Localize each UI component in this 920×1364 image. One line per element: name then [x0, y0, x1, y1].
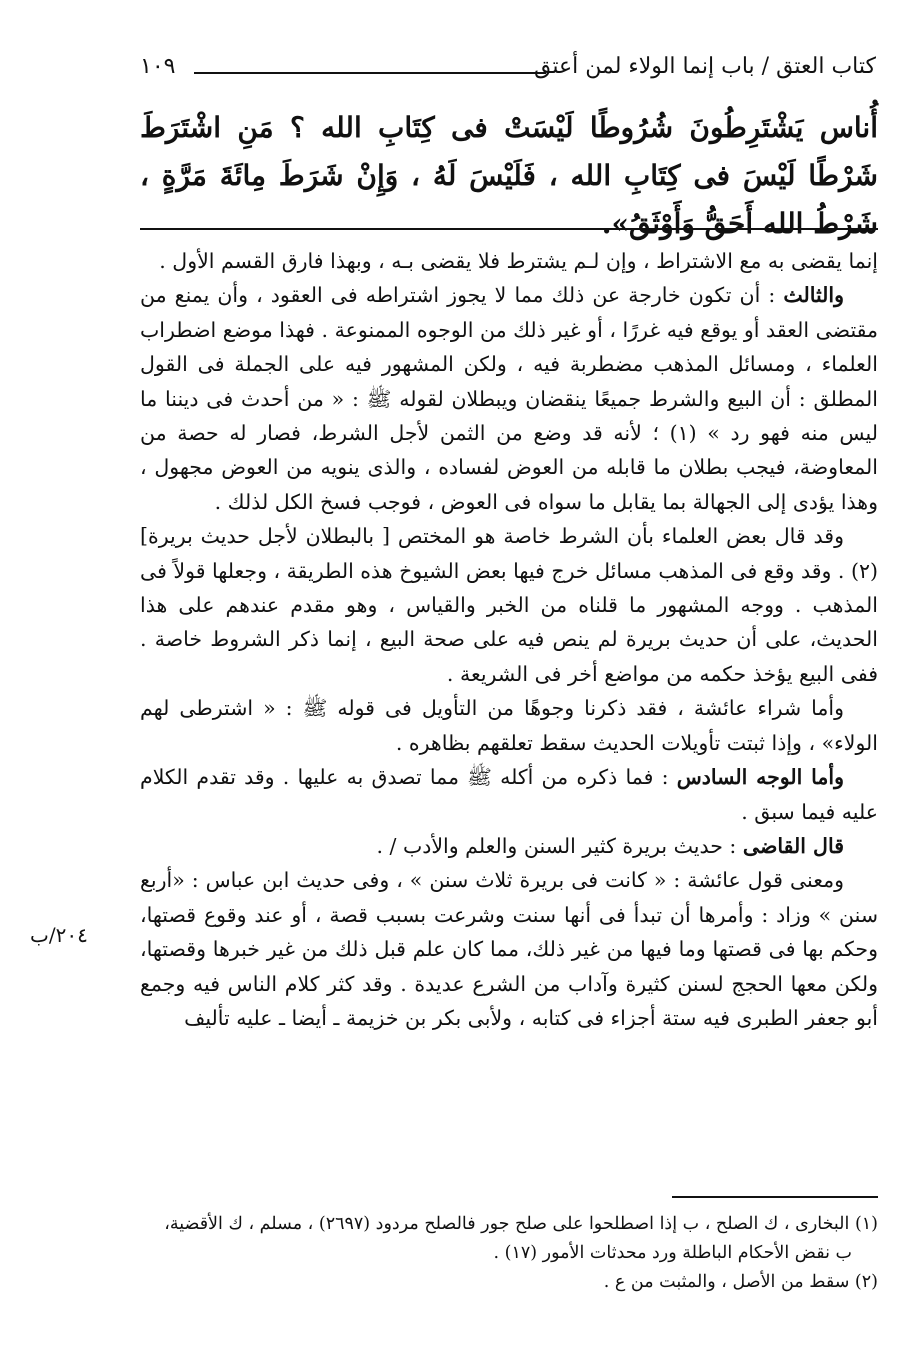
paragraph-6 [140, 829, 878, 863]
footnote-1-line-2: ب نقض الأحكام الباطلة ورد محدثات الأمور (١٧) . [493, 1243, 852, 1263]
page-number: ١٠٩ [140, 54, 176, 79]
footnote-2: (٢) سقط من الأصل ، والمثبت من ع . [603, 1272, 878, 1292]
paragraph-5 [140, 760, 878, 829]
paragraph-5-text: : فما ذكره من أكله ﷺ مما تصدق به عليها . وقد تقدم الكلام عليه فيما سبق . [140, 765, 878, 824]
paragraph-2-text: : أن تكون خارجة عن ذلك مما لا يجوز اشتراطه فى العقود ، وأن يمنع من مقتضى العقد أو يوقع فيه غررًا ، أو غير ذلك من الوجوه الممنوعة . فهذا موضع اضطراب العلماء ، ومسائل المذهب مضطربة فيه ، ولكن المشهور فيه على الجملة فى القول المطلق : أن البيع والشرط جميعًا ينقضان ويبطلان لقوله ﷺ : « من أحدث فى ديننا ما ليس منه فهو رد » (١) ؛ لأنه قد وضع من الثمن لأجل الشرط، فصار له حصة من المعاوضة، فيجب بطلان ما قابله من العوض لفساده ، والذى ينويه من العوض مجهول ، وهذا يؤدى إلى الجهالة بما يقابل ما سواه فى العوض ، فوجب فسخ الكل لذلك . [140, 283, 878, 514]
paragraph-6-text: : حديث بريرة كثير السنن والعلم والأدب / . [376, 833, 737, 858]
paragraph-4: وأما شراء عائشة ، فقد ذكرنا وجوهًا من التأويل فى قوله ﷺ : « اشترطى لهم الولاء» ، وإذا ثبتت تأويلات الحديث سقط تعلقهم بظاهره . [140, 696, 878, 755]
footnote-rule [672, 1196, 878, 1198]
footnote-1-line-1: (١) البخارى ، ك الصلح ، ب إذا اصطلحوا على صلح جور فالصلح مردود (٢٦٩٧) ، مسلم ، ك الأقضية، [164, 1214, 878, 1234]
paragraph-1: إنما يقضى به مع الاشتراط ، وإن لـم يشترط فلا يقضى بـه ، وبهذا فارق القسم الأول . [159, 249, 878, 273]
footnotes [140, 1210, 878, 1297]
main-text [140, 244, 878, 1035]
manuscript-folio-note: ٢٠٤/ب [30, 923, 88, 947]
header-rule [194, 72, 546, 74]
paragraph-5-label: وأما الوجه السادس [676, 765, 844, 790]
running-title: كتاب العتق / باب إنما الولاء لمن أعتق [534, 54, 876, 79]
paragraph-2-label: والثالث [783, 283, 844, 308]
hadith-text: أُناس يَشْتَرِطُونَ شُرُوطًا لَيْسَتْ فى كِتَابِ الله ؟ مَنِ اشْتَرَطَ شَرْطًا لَيْسَ فى كِتَابِ الله ، فَلَيْسَ لَهُ ، وَإِنْ شَرَطَ مِائَةَ مَرَّةٍ ، شَرْطُ الله أَحَقُّ وَأَوْثَقُ». [140, 111, 879, 240]
hadith-separator-rule [140, 228, 878, 230]
paragraph-7: ومعنى قول عائشة : « كانت فى بريرة ثلاث سنن » ، وفى حديث ابن عباس : «أربع سنن » وزاد : وأمرها أن تبدأ فى أنها سنت وشرعت بسبب قصة ، أو عند وقوع قصتها، وحكم بها فى قصتها وما فيها من غير ذلك، مما كان علم قبل ذلك من غير خبرها وقصتها، ولكن معها الحجج لسنن كثيرة وآداب من الشرع عديدة . وقد كثر كلام الناس فيه وجمع أبو جعفر الطبرى فيه ستة أجزاء فى كتابه ، ولأبى بكر بن خزيمة ـ أيضا ـ عليه تأليف [140, 868, 878, 1030]
paragraph-6-label: قال القاضى [742, 833, 844, 858]
running-header [140, 52, 876, 88]
paragraph-3: وقد قال بعض العلماء بأن الشرط خاصة هو المختص [ بالبطلان لأجل حديث بريرة](٢) . وقد وقع فى المذهب مسائل خرج فيها بعض الشيوخ هذه الطريقة ، وجعلها قولاً فى المذهب . ووجه المشهور ما قلناه من الخبر والقياس ، وهو مقدم عندهم على هذا الحديث، على أن حديث بريرة لم ينص فيه على صحة البيع ، إنما ذكر الشروط خاصة . ففى البيع يؤخذ حكمه من مواضع أخر فى الشريعة . [140, 524, 878, 686]
paragraph-2 [140, 278, 878, 519]
